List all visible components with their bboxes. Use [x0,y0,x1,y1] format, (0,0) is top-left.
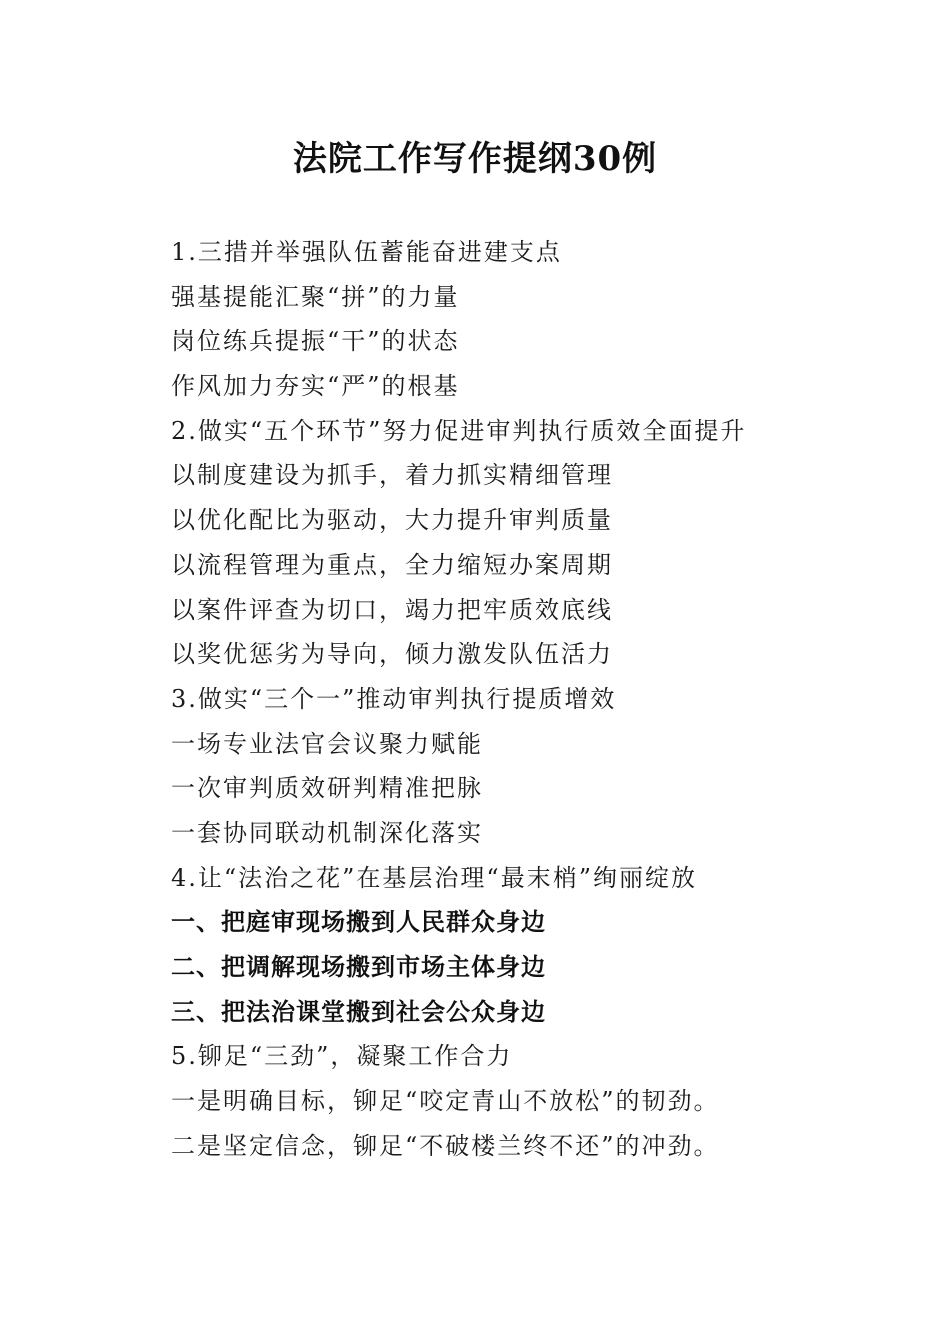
outline-line: 以制度建设为抓手，着力抓实精细管理 [171,461,613,490]
outline-list [171,230,911,1168]
outline-line: 一次审判质效研判精准把脉 [171,774,483,803]
outline-line: 一套协同联动机制深化落实 [171,818,483,847]
outline-line: 一是明确目标，铆足“咬定青山不放松”的韧劲。 [171,1087,720,1116]
outline-line: 作风加力夯实“严”的根基 [171,372,460,401]
outline-line: 5.铆足“三劲”，凝聚工作合力 [171,1042,513,1071]
outline-line: 4.让“法治之花”在基层治理“最末梢”绚丽绽放 [171,863,697,892]
outline-line: 以优化配比为驱动，大力提升审判质量 [171,506,613,535]
outline-subheading: 二、把调解现场搬到市场主体身边 [171,953,546,981]
outline-subheading: 三、把法治课堂搬到社会公众身边 [171,997,546,1026]
outline-line: 1.三措并举强队伍蓄能奋进建支点 [171,238,562,266]
outline-line: 二是坚定信念，铆足“不破楼兰终不还”的冲劲。 [171,1131,720,1160]
outline-line: 一场专业法官会议聚力赋能 [171,729,483,758]
outline-line: 以奖优惩劣为导向，倾力激发队伍活力 [171,640,613,669]
document-title: 法院工作写作提纲30例 [292,139,658,179]
outline-line: 以流程管理为重点，全力缩短办案周期 [171,550,613,579]
outline-line: 岗位练兵提振“干”的状态 [171,327,460,356]
outline-line: 3.做实“三个一”推动审判执行提质增效 [171,684,617,713]
outline-line: 以案件评查为切口，竭力把牢质效底线 [171,595,613,624]
outline-subheading: 一、把庭审现场搬到人民群众身边 [171,908,546,937]
outline-line: 2.做实“五个环节”努力促进审判执行质效全面提升 [171,416,747,445]
outline-line: 强基提能汇聚“拼”的力量 [171,282,460,311]
